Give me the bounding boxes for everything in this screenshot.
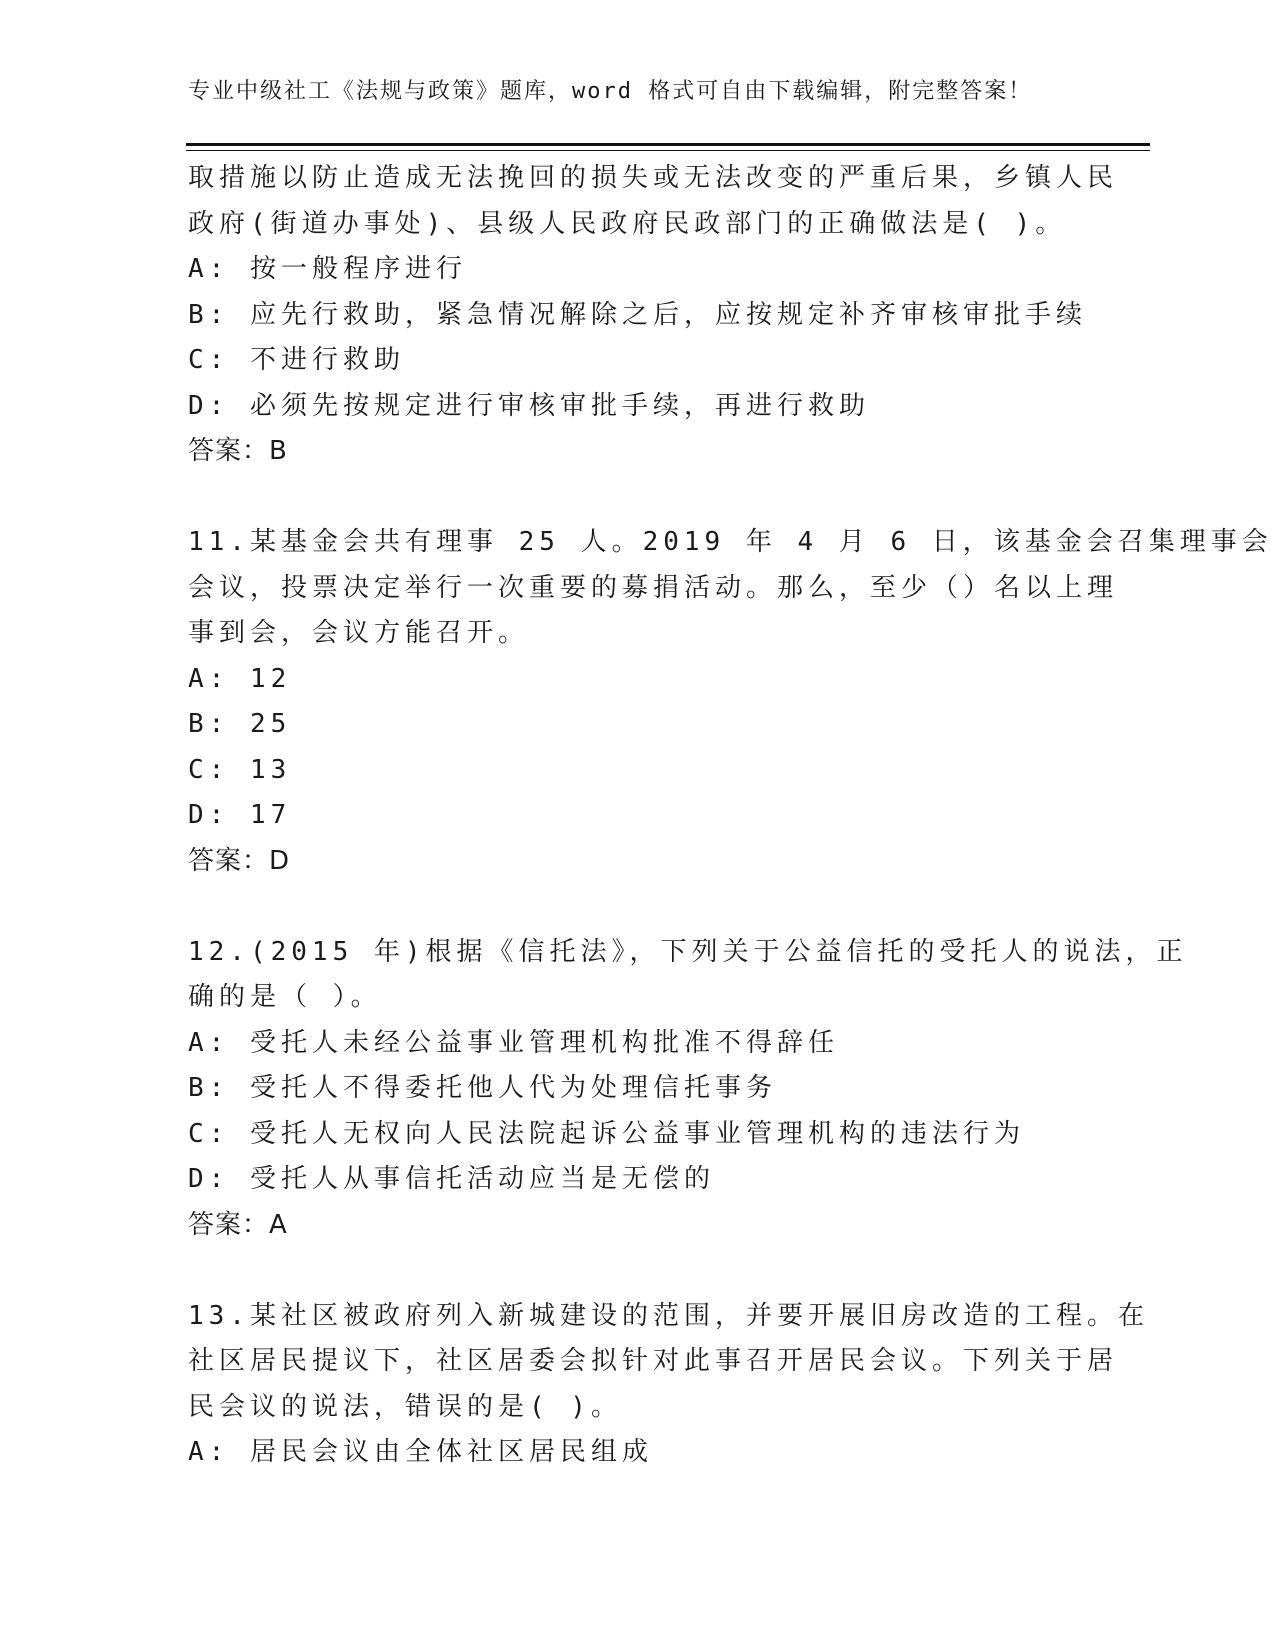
page-header: 专业中级社工《法规与政策》题库，word 格式可自由下载编辑，附完整答案！ <box>188 79 1033 104</box>
option-c: C: 不进行救助 <box>188 345 405 375</box>
spacer <box>188 1248 1088 1294</box>
question-stem-line: 11.某基金会共有理事 25 人。2019 年 4 月 6 日，该基金会召集理事会 <box>188 527 1273 557</box>
option-b: B: 受托人不得委托他人代为处理信托事务 <box>188 1073 777 1103</box>
question-stem-line: 13.某社区被政府列入新城建设的范围，并要开展旧房改造的工程。在 <box>188 1300 1149 1331</box>
question-13 <box>188 1294 1149 1476</box>
option-a: A: 受托人未经公益事业管理机构批准不得辞任 <box>188 1027 839 1058</box>
header-rule-thin <box>186 150 1150 151</box>
option-d: D: 受托人从事信托活动应当是无偿的 <box>188 1164 715 1194</box>
spacer <box>188 475 1088 521</box>
question-10 <box>188 156 1119 475</box>
question-stem-line: 会议，投票决定举行一次重要的募捐活动。那么，至少（）名以上理 <box>188 572 1119 603</box>
question-12 <box>188 930 1188 1249</box>
option-c: C: 受托人无权向人民法院起诉公益事业管理机构的违法行为 <box>188 1118 1025 1149</box>
question-stem-line: 12.(2015 年)根据《信托法》，下列关于公益信托的受托人的说法，正 <box>188 936 1188 967</box>
option-a: A: 按一般程序进行 <box>188 254 467 284</box>
question-stem-line: 事到会，会议方能召开。 <box>188 618 530 648</box>
question-stem-line: 取措施以防止造成无法挽回的损失或无法改变的严重后果，乡镇人民 <box>188 163 1119 193</box>
option-a: A: 12 <box>188 663 292 694</box>
spacer <box>188 884 1088 930</box>
option-c: C: 13 <box>188 754 292 785</box>
header-rule-thick <box>186 143 1150 146</box>
answer-line: 答案：B <box>188 436 288 466</box>
option-b: B: 应先行救助，紧急情况解除之后，应按规定补齐审核审批手续 <box>188 299 1087 330</box>
option-d: D: 17 <box>188 800 292 830</box>
question-stem-line: 社区居民提议下，社区居委会拟针对此事召开居民会议。下列关于居 <box>188 1346 1119 1376</box>
answer-line: 答案：A <box>188 1209 288 1240</box>
question-stem-line: 民会议的说法，错误的是( )。 <box>188 1391 622 1422</box>
question-stem-line: 确的是（ ）。 <box>188 982 382 1012</box>
option-a: A: 居民会议由全体社区居民组成 <box>188 1437 653 1467</box>
question-list <box>188 156 1273 1476</box>
question-stem-line: 政府(街道办事处)、县级人民政府民政部门的正确做法是( )。 <box>188 208 1067 239</box>
option-d: D: 必须先按规定进行审核审批手续，再进行救助 <box>188 390 870 421</box>
question-11 <box>188 520 1273 884</box>
answer-line: 答案：D <box>188 845 291 876</box>
option-b: B: 25 <box>188 709 292 739</box>
